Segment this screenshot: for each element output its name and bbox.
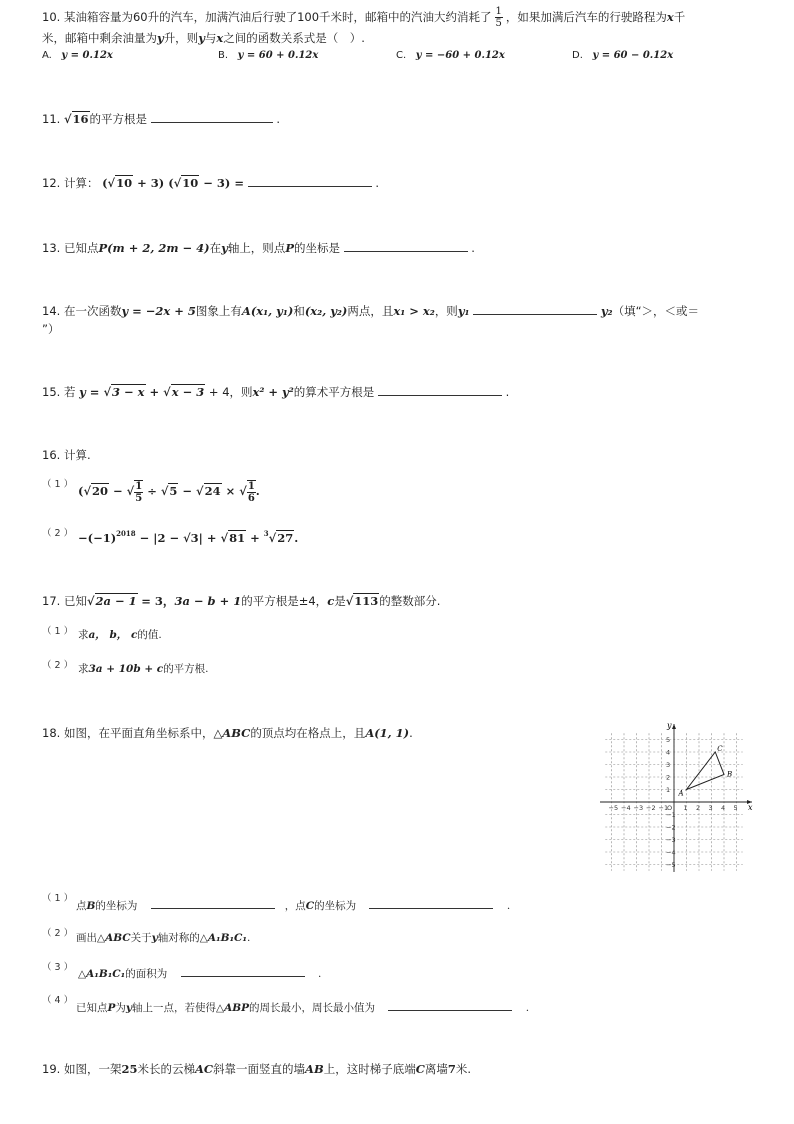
q10-line1: 10. 某油箱容量为60升的汽车，加满汽油后行驶了100千米时，邮箱中的汽油大约消耗了 $\frac{1}{5}$ ，如果加满后汽车的行驶路程为x千 [42,6,686,29]
option-c[interactable]: C. y = −60 + 0.12x [396,50,505,61]
option-a[interactable]: A. y = 0.12x [42,50,113,61]
triangle-abc [687,752,725,790]
y-axis-arrow [672,724,676,729]
x-tick-label: 1 [683,804,688,812]
x-tick-label: −5 [608,804,619,812]
q11: 11. √16的平方根是 . [42,112,280,126]
answer-blank[interactable] [181,964,305,977]
q18-part2: 画出△ABC关于y轴对称的△A₁B₁C₁. [76,932,251,944]
part-number: （ 1 ） [42,479,74,490]
q13: 13. 已知点P(m + 2, 2m − 4)在y轴上，则点P的坐标是 . [42,241,475,255]
y-tick-label: −1 [666,811,676,819]
x-tick-label: −1 [658,804,669,812]
part-number: （ 2 ） [42,928,74,939]
y-tick-label: −3 [666,836,676,844]
q10-line2: 米，邮箱中剩余油量为y升，则y与x之间的函数关系式是（ ）. [42,31,365,45]
q17: 17. 已知√2a − 1 = 3，3a − b + 1的平方根是±4，c是√113的整数部分. [42,594,441,608]
q16-title: 16. 计算. [42,448,91,462]
x-tick-label: 2 [696,804,701,812]
answer-blank[interactable] [378,383,502,396]
x-tick-label: −4 [621,804,631,812]
x-tick-label: 5 [733,804,738,812]
part-number: （ 4 ） [42,995,74,1006]
answer-blank-b[interactable] [151,896,275,909]
option-b[interactable]: B. y = 60 + 0.12x [218,50,319,61]
part-number: （ 1 ） [42,626,74,637]
x-tick-label: 3 [708,804,713,812]
q14-line1: 14. 在一次函数y = −2x + 5图象上有A(x₁, y₁)和(x₂, y₂)两点，且x₁ > x₂，则y₁ y₂（填“＞，＜或＝ [42,304,700,318]
y-tick-label: −2 [666,823,676,832]
part-number: （ 3 ） [42,962,74,973]
part-number: （ 1 ） [42,893,74,904]
q16-part2-expr: $-(-1)^{2018} - |2 - √3| + √81 + ^3√27$. [78,529,299,545]
y-tick-label: 4 [666,748,671,757]
y-tick-label: 3 [666,761,671,769]
q18-part4: 已知点P为y轴上一点，若使得△ABP的周长最小，周长最小值为 . [76,998,529,1015]
answer-blank[interactable] [344,239,468,252]
y-tick-label: −5 [666,861,676,869]
q18-part3: △A₁B₁C₁的面积为 . [78,964,321,981]
coordinate-grid [596,718,756,878]
q16-part1-expr: (√20 − √ $\frac{1}{5}$ ÷ √5 − √24 × √ $\frac{1}{6}$ . [78,481,260,504]
label-b: B [727,770,733,779]
x-axis-label: x [748,803,753,812]
answer-blank[interactable] [248,174,372,187]
fraction: $\frac{1}{5}$ [495,6,502,29]
answer-blank[interactable] [151,110,273,123]
q17-part2: 求3a + 10b + c的平方根. [78,663,209,675]
x-tick-label: −3 [633,804,644,812]
q17-part1: 求a， b， c的值. [78,629,162,641]
x-tick-label: 4 [721,804,726,812]
label-a: A [678,789,684,798]
y-tick-label: 5 [666,736,671,744]
label-c: C [717,745,723,753]
q14-line2: ”） [42,322,60,336]
y-axis-label: y [667,721,672,730]
answer-blank-c[interactable] [369,896,493,909]
y-tick-label: −4 [666,848,676,857]
part-number: （ 2 ） [42,528,74,539]
y-tick-label: 1 [666,786,671,794]
q12: 12. 计算： (√10 + 3) (√10 − 3) = . [42,176,379,190]
part-number: （ 2 ） [42,660,74,671]
answer-blank[interactable] [473,302,597,315]
x-tick-label: −2 [646,804,656,812]
q18: 18. 如图，在平面直角坐标系中，△ABC的顶点均在格点上，且A(1, 1). [42,726,413,740]
q15: 15. 若 y = √3 − x + √x − 3 + 4，则x² + y²的算术平方根是 . [42,385,510,399]
q18-part1: 点B的坐标为 ，点C的坐标为 . [76,896,510,913]
option-d[interactable]: D. y = 60 − 0.12x [572,50,674,61]
x-tick-label: O [667,804,673,812]
q19: 19. 如图，一架25米长的云梯AC斜靠一面竖直的墙AB上，这时梯子底端C离墙7米. [42,1062,472,1076]
y-tick-label: 2 [666,773,671,782]
answer-blank[interactable] [388,998,512,1011]
